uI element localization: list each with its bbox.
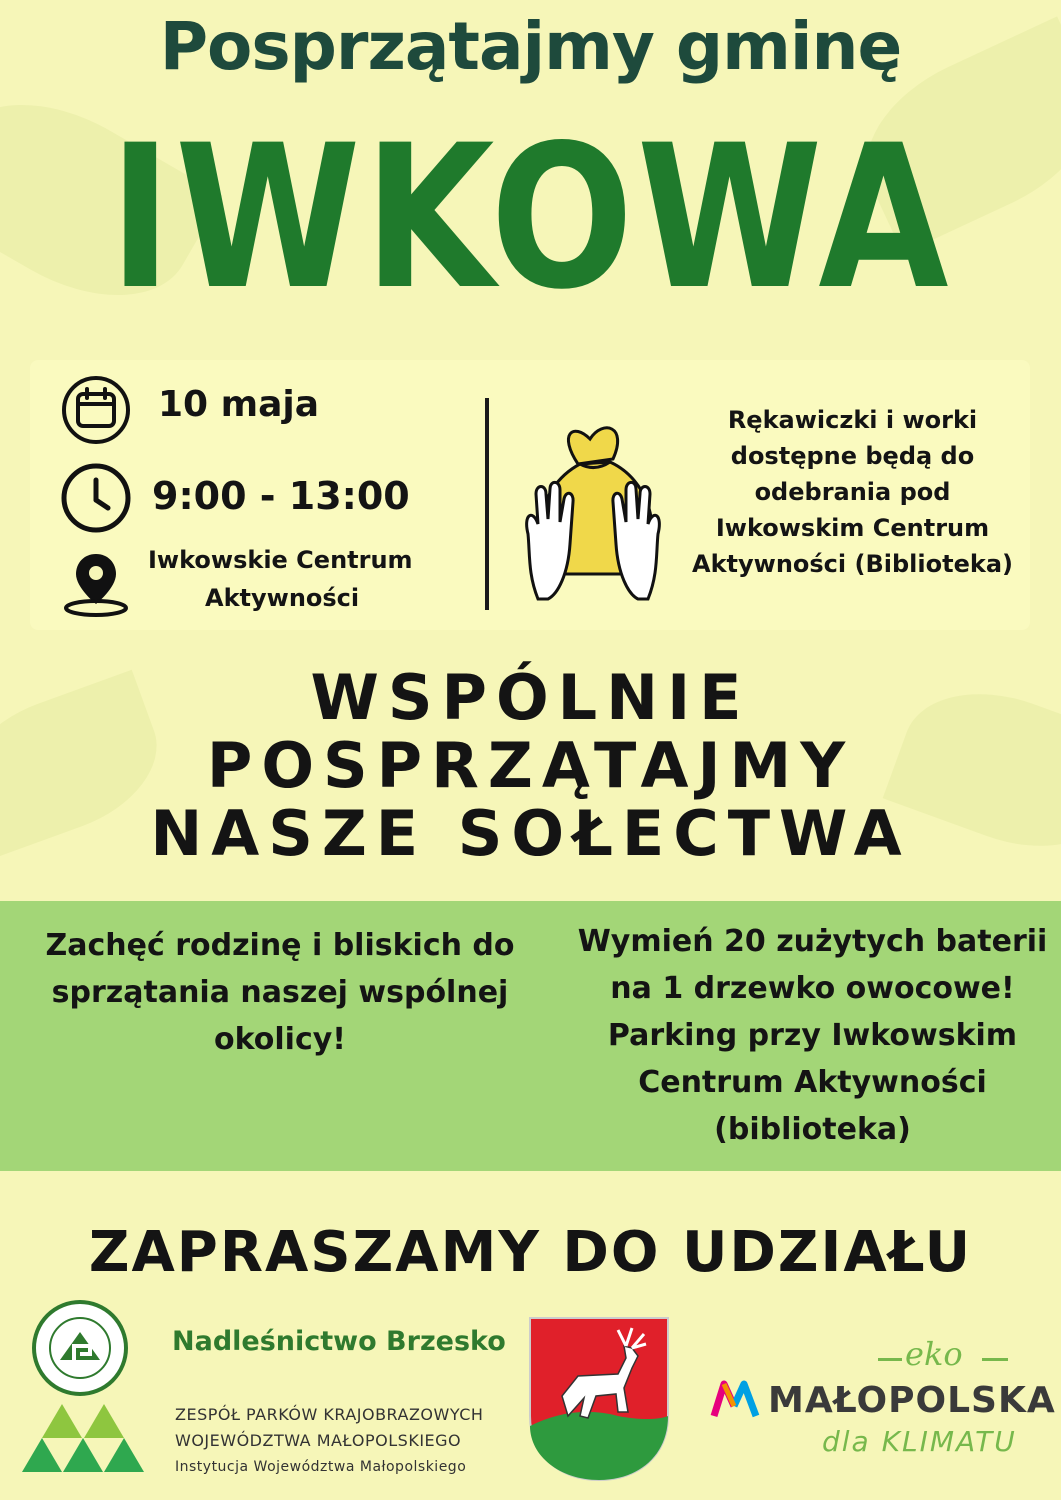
slogan-line: NASZE SOŁECTWA [150, 797, 911, 870]
info-divider [485, 398, 489, 610]
supplies-line: Rękawiczki i worki [727, 406, 978, 434]
gmina-crest-deer [528, 1316, 670, 1482]
band-right-line: Centrum Aktywności [638, 1065, 987, 1100]
zpk-line: ZESPÓŁ PARKÓW KRAJOBRAZOWYCH [175, 1405, 484, 1424]
slogan-line: WSPÓLNIE [310, 661, 751, 734]
supplies-line: dostępne będą do [730, 442, 975, 470]
zpk-text [175, 1402, 483, 1480]
malopolska-m-logo [710, 1380, 760, 1420]
invite-heading: ZAPRASZAMY DO UDZIAŁU [88, 1220, 973, 1285]
supplies-line: Aktywności (Biblioteka) [692, 550, 1013, 578]
zpk-triangles-logo [22, 1402, 144, 1474]
band-right-line: Wymień 20 zużytych baterii [577, 924, 1048, 959]
clock-icon [60, 462, 132, 534]
band-left-text [20, 922, 540, 1063]
calendar-icon [60, 374, 132, 446]
event-date: 10 maja [158, 384, 320, 425]
slogan-line: POSPRZĄTAJMY [206, 729, 855, 802]
location-pin-icon [60, 548, 132, 620]
band-right-text [565, 918, 1060, 1153]
zpk-line: Instytucja Województwa Małopolskiego [175, 1459, 467, 1475]
supplies-line: Iwkowskim Centrum [715, 514, 990, 542]
supplies-line: odebrania pod [754, 478, 951, 506]
supplies-note [690, 402, 1015, 582]
band-right-line: Parking przy Iwkowskim [607, 1018, 1018, 1053]
zpk-line: WOJEWÓDZTWA MAŁOPOLSKIEGO [175, 1431, 462, 1450]
malopolska-text: MAŁOPOLSKA [768, 1380, 1056, 1421]
band-right-line: na 1 drzewko owocowe! [610, 971, 1015, 1006]
eko-text: eko [905, 1335, 963, 1373]
klimat-text: dla KLIMATU [822, 1425, 1017, 1458]
band-left-line: sprzątania naszej wspólnej [51, 975, 509, 1010]
eko-line-right [982, 1358, 1008, 1361]
event-place-line1: Iwkowskie Centrum [148, 546, 413, 574]
band-left-line: Zachęć rodzinę i bliskich do [45, 928, 515, 963]
poster-title: IWKOWA [109, 102, 952, 333]
poster-subtitle: Posprzątajmy gminę [159, 8, 902, 85]
nadlesnictwo-name: Nadleśnictwo Brzesko [172, 1326, 506, 1357]
eko-line-left [878, 1358, 902, 1361]
event-place-line2: Aktywności [205, 584, 360, 612]
bag-gloves-icon [518, 414, 668, 614]
band-left-line: okolicy! [214, 1022, 346, 1057]
band-right-line: (biblioteka) [714, 1112, 911, 1147]
event-time: 9:00 - 13:00 [152, 474, 410, 518]
lasy-panstwowe-logo [30, 1298, 130, 1398]
